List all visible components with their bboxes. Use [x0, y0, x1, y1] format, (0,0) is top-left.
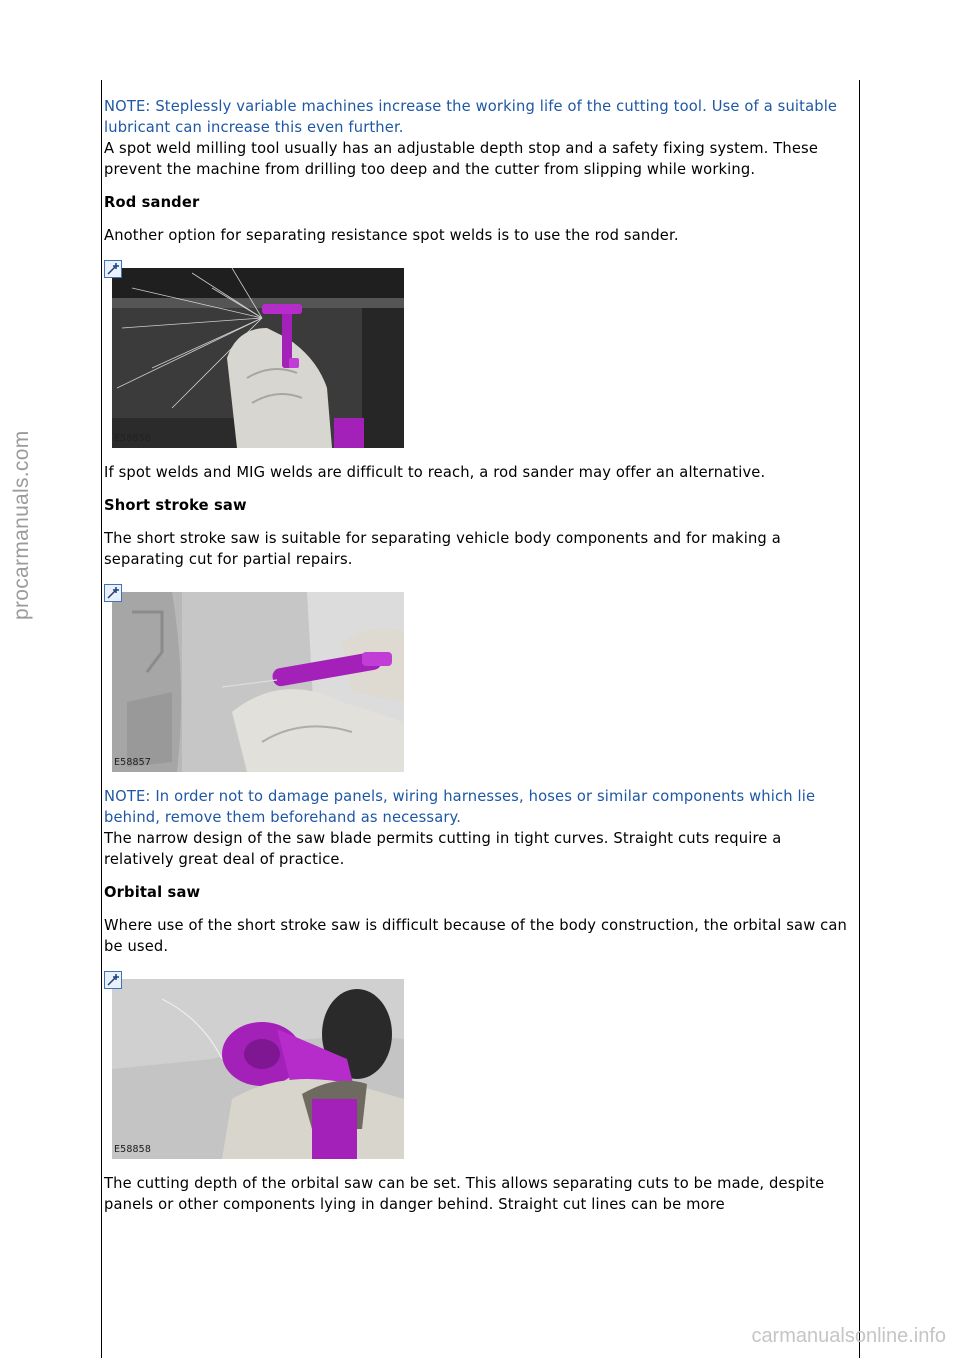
figure-rod-sander — [104, 260, 854, 448]
svg-text:E58858: E58858 — [114, 1144, 152, 1155]
zoom-icon[interactable] — [104, 971, 122, 989]
paragraph-short-stroke-intro: The short stroke saw is suitable for separating vehicle body components and for making a separating cut for partial repairs. — [104, 530, 781, 568]
paragraph-orbital-intro: Where use of the short stroke saw is difficult because of the body construction, the orbital saw can be used. — [104, 917, 848, 955]
figure-label-e58858 — [114, 1141, 174, 1155]
figure-short-stroke-saw — [104, 584, 854, 772]
figure-orbital-saw — [104, 971, 854, 1159]
zoom-icon[interactable] — [104, 584, 122, 602]
photo-orbital-saw — [112, 979, 404, 1159]
footer-watermark: carmanualsonline.info — [751, 1325, 946, 1347]
note-lubricant: NOTE: Steplessly variable machines increase the working life of the cutting tool. Use of a suitable lubricant can increase this even further. — [104, 98, 838, 136]
svg-text:E58857: E58857 — [114, 757, 152, 768]
svg-text:E58856: E58856 — [114, 433, 152, 444]
note-remove-components: NOTE: In order not to damage panels, wiring harnesses, hoses or similar components which lie behind, remove them beforehand as necessary. — [104, 788, 816, 826]
paragraph-saw-blade: The narrow design of the saw blade permits cutting in tight curves. Straight cuts require a relatively great deal of practice. — [104, 830, 782, 868]
heading-short-stroke-saw: Short stroke saw — [104, 497, 247, 514]
left-margin-rule — [101, 80, 102, 1358]
right-margin-rule — [859, 80, 860, 1358]
paragraph-rod-sander-alternative: If spot welds and MIG welds are difficult to reach, a rod sander may offer an alternative. — [104, 464, 766, 481]
figure-label-e58857 — [114, 754, 174, 768]
figure-label-e58856 — [114, 430, 174, 444]
photo-rod-sander — [112, 268, 404, 448]
paragraph-orbital-depth: The cutting depth of the orbital saw can be set. This allows separating cuts to be made, despite panels or other components lying in danger behind. Straight cut lines can be more — [104, 1175, 825, 1213]
heading-rod-sander: Rod sander — [104, 194, 200, 211]
manual-page-content — [104, 96, 854, 1215]
photo-short-stroke-saw — [112, 592, 404, 772]
zoom-icon[interactable] — [104, 260, 122, 278]
paragraph-milling-tool: A spot weld milling tool usually has an adjustable depth stop and a safety fixing system. These prevent the machine from drilling too deep and the cutter from slipping while working. — [104, 140, 819, 178]
paragraph-rod-sander-intro: Another option for separating resistance spot welds is to use the rod sander. — [104, 227, 679, 244]
heading-orbital-saw: Orbital saw — [104, 884, 201, 901]
side-watermark: procarmanuals.com — [10, 430, 33, 620]
